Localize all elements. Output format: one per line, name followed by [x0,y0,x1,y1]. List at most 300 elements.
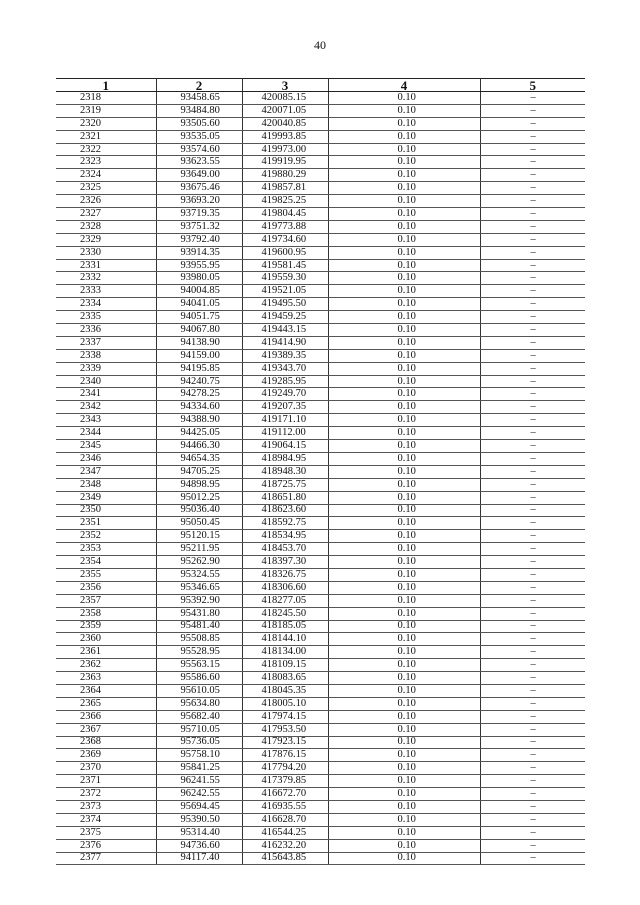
note-cell: – [480,298,585,311]
table-row [56,401,585,414]
note-cell: – [480,414,585,427]
error-cell: 0.10 [328,723,480,736]
y-coordinate-cell: 416628.70 [242,813,328,826]
y-coordinate-cell: 419285.95 [242,375,328,388]
y-coordinate-cell: 417379.85 [242,775,328,788]
y-coordinate-cell: 418083.65 [242,672,328,685]
y-coordinate-cell: 419414.90 [242,336,328,349]
point-number-cell: 2321 [56,130,156,143]
y-coordinate-cell: 418725.75 [242,478,328,491]
x-coordinate-cell: 95346.65 [156,581,242,594]
x-coordinate-cell: 96242.55 [156,788,242,801]
table-row [56,633,585,646]
column-header-2: 2 [156,79,242,92]
y-coordinate-cell: 418592.75 [242,517,328,530]
note-cell: – [480,336,585,349]
note-cell: – [480,633,585,646]
column-header-5: 5 [480,79,585,92]
note-cell: – [480,465,585,478]
x-coordinate-cell: 93980.05 [156,272,242,285]
x-coordinate-cell: 93719.35 [156,208,242,221]
x-coordinate-cell: 94654.35 [156,452,242,465]
table-row [56,568,585,581]
point-number-cell: 2346 [56,452,156,465]
y-coordinate-cell: 419112.00 [242,427,328,440]
point-number-cell: 2359 [56,620,156,633]
table-row [56,723,585,736]
x-coordinate-cell: 95758.10 [156,749,242,762]
error-cell: 0.10 [328,697,480,710]
y-coordinate-cell: 419249.70 [242,388,328,401]
table-row [56,852,585,865]
note-cell: – [480,220,585,233]
y-coordinate-cell: 419804.45 [242,208,328,221]
x-coordinate-cell: 96241.55 [156,775,242,788]
error-cell: 0.10 [328,349,480,362]
table-row [56,246,585,259]
point-number-cell: 2342 [56,401,156,414]
y-coordinate-cell: 417876.15 [242,749,328,762]
y-coordinate-cell: 418185.05 [242,620,328,633]
note-cell: – [480,684,585,697]
y-coordinate-cell: 419443.15 [242,324,328,337]
point-number-cell: 2335 [56,311,156,324]
error-cell: 0.10 [328,504,480,517]
point-number-cell: 2338 [56,349,156,362]
error-cell: 0.10 [328,530,480,543]
y-coordinate-cell: 417974.15 [242,710,328,723]
note-cell: – [480,182,585,195]
point-number-cell: 2353 [56,543,156,556]
x-coordinate-cell: 95036.40 [156,504,242,517]
note-cell: – [480,568,585,581]
point-number-cell: 2355 [56,568,156,581]
note-cell: – [480,543,585,556]
x-coordinate-cell: 93751.32 [156,220,242,233]
y-coordinate-cell: 419207.35 [242,401,328,414]
point-number-cell: 2325 [56,182,156,195]
point-number-cell: 2360 [56,633,156,646]
note-cell: – [480,607,585,620]
y-coordinate-cell: 419857.81 [242,182,328,195]
table-row [56,452,585,465]
table-row [56,259,585,272]
error-cell: 0.10 [328,143,480,156]
error-cell: 0.10 [328,788,480,801]
table-row [56,478,585,491]
note-cell: – [480,440,585,453]
point-number-cell: 2368 [56,736,156,749]
error-cell: 0.10 [328,169,480,182]
y-coordinate-cell: 416672.70 [242,788,328,801]
table-row [56,336,585,349]
note-cell: – [480,852,585,865]
note-cell: – [480,375,585,388]
note-cell: – [480,504,585,517]
y-coordinate-cell: 419825.25 [242,195,328,208]
x-coordinate-cell: 93675.46 [156,182,242,195]
column-header-3: 3 [242,79,328,92]
note-cell: – [480,839,585,852]
table-row [56,465,585,478]
y-coordinate-cell: 419973.00 [242,143,328,156]
point-number-cell: 2347 [56,465,156,478]
y-coordinate-cell: 419171.10 [242,414,328,427]
error-cell: 0.10 [328,826,480,839]
table-row [56,620,585,633]
point-number-cell: 2322 [56,143,156,156]
y-coordinate-cell: 416544.25 [242,826,328,839]
table-row [56,272,585,285]
error-cell: 0.10 [328,633,480,646]
y-coordinate-cell: 418134.00 [242,646,328,659]
table-row [56,697,585,710]
y-coordinate-cell: 417953.50 [242,723,328,736]
x-coordinate-cell: 94138.90 [156,336,242,349]
table-row [56,388,585,401]
point-number-cell: 2324 [56,169,156,182]
note-cell: – [480,736,585,749]
x-coordinate-cell: 95390.50 [156,813,242,826]
point-number-cell: 2362 [56,659,156,672]
y-coordinate-cell: 418651.80 [242,491,328,504]
table-row [56,788,585,801]
table-row [56,813,585,826]
note-cell: – [480,92,585,105]
error-cell: 0.10 [328,659,480,672]
error-cell: 0.10 [328,594,480,607]
note-cell: – [480,195,585,208]
x-coordinate-cell: 95392.90 [156,594,242,607]
point-number-cell: 2345 [56,440,156,453]
note-cell: – [480,775,585,788]
table-row [56,440,585,453]
table-row [56,530,585,543]
point-number-cell: 2371 [56,775,156,788]
error-cell: 0.10 [328,762,480,775]
point-number-cell: 2329 [56,233,156,246]
table-row [56,672,585,685]
y-coordinate-cell: 419064.15 [242,440,328,453]
x-coordinate-cell: 94425.05 [156,427,242,440]
point-number-cell: 2330 [56,246,156,259]
note-cell: – [480,762,585,775]
error-cell: 0.10 [328,800,480,813]
y-coordinate-cell: 420085.15 [242,92,328,105]
error-cell: 0.10 [328,388,480,401]
y-coordinate-cell: 416935.55 [242,800,328,813]
point-number-cell: 2351 [56,517,156,530]
note-cell: – [480,388,585,401]
x-coordinate-cell: 93914.35 [156,246,242,259]
y-coordinate-cell: 417923.15 [242,736,328,749]
x-coordinate-cell: 95050.45 [156,517,242,530]
x-coordinate-cell: 95586.60 [156,672,242,685]
note-cell: – [480,710,585,723]
note-cell: – [480,581,585,594]
x-coordinate-cell: 93458.65 [156,92,242,105]
error-cell: 0.10 [328,156,480,169]
table-row [56,233,585,246]
error-cell: 0.10 [328,620,480,633]
error-cell: 0.10 [328,195,480,208]
x-coordinate-cell: 93623.55 [156,156,242,169]
error-cell: 0.10 [328,440,480,453]
x-coordinate-cell: 94705.25 [156,465,242,478]
table-row [56,143,585,156]
error-cell: 0.10 [328,710,480,723]
error-cell: 0.10 [328,311,480,324]
table-row [56,710,585,723]
point-number-cell: 2372 [56,788,156,801]
error-cell: 0.10 [328,427,480,440]
point-number-cell: 2356 [56,581,156,594]
table-row [56,684,585,697]
note-cell: – [480,723,585,736]
error-cell: 0.10 [328,672,480,685]
table-row [56,826,585,839]
x-coordinate-cell: 94041.05 [156,298,242,311]
point-number-cell: 2318 [56,92,156,105]
x-coordinate-cell: 94004.85 [156,285,242,298]
table-row [56,182,585,195]
coordinates-table [56,78,585,865]
table-row [56,311,585,324]
x-coordinate-cell: 93792.40 [156,233,242,246]
error-cell: 0.10 [328,324,480,337]
x-coordinate-cell: 94240.75 [156,375,242,388]
table-row [56,581,585,594]
y-coordinate-cell: 419459.25 [242,311,328,324]
error-cell: 0.10 [328,556,480,569]
x-coordinate-cell: 94195.85 [156,362,242,375]
x-coordinate-cell: 95012.25 [156,491,242,504]
point-number-cell: 2377 [56,852,156,865]
x-coordinate-cell: 95841.25 [156,762,242,775]
note-cell: – [480,117,585,130]
note-cell: – [480,800,585,813]
x-coordinate-cell: 93693.20 [156,195,242,208]
table-row [56,556,585,569]
point-number-cell: 2350 [56,504,156,517]
x-coordinate-cell: 95508.85 [156,633,242,646]
note-cell: – [480,349,585,362]
error-cell: 0.10 [328,452,480,465]
note-cell: – [480,594,585,607]
point-number-cell: 2363 [56,672,156,685]
table-row [56,298,585,311]
table-row [56,285,585,298]
x-coordinate-cell: 94334.60 [156,401,242,414]
x-coordinate-cell: 95736.05 [156,736,242,749]
table-row [56,543,585,556]
x-coordinate-cell: 94278.25 [156,388,242,401]
error-cell: 0.10 [328,736,480,749]
note-cell: – [480,362,585,375]
note-cell: – [480,517,585,530]
point-number-cell: 2341 [56,388,156,401]
point-number-cell: 2326 [56,195,156,208]
x-coordinate-cell: 95481.40 [156,620,242,633]
x-coordinate-cell: 95682.40 [156,710,242,723]
error-cell: 0.10 [328,298,480,311]
note-cell: – [480,530,585,543]
note-cell: – [480,826,585,839]
error-cell: 0.10 [328,272,480,285]
error-cell: 0.10 [328,775,480,788]
y-coordinate-cell: 418984.95 [242,452,328,465]
y-coordinate-cell: 419389.35 [242,349,328,362]
y-coordinate-cell: 419993.85 [242,130,328,143]
table-row [56,130,585,143]
note-cell: – [480,556,585,569]
y-coordinate-cell: 418534.95 [242,530,328,543]
x-coordinate-cell: 93484.80 [156,104,242,117]
point-number-cell: 2339 [56,362,156,375]
point-number-cell: 2354 [56,556,156,569]
y-coordinate-cell: 416232.20 [242,839,328,852]
point-number-cell: 2328 [56,220,156,233]
y-coordinate-cell: 419919.95 [242,156,328,169]
y-coordinate-cell: 418045.35 [242,684,328,697]
x-coordinate-cell: 95431.80 [156,607,242,620]
note-cell: – [480,272,585,285]
table-row [56,195,585,208]
table-row [56,375,585,388]
x-coordinate-cell: 93574.60 [156,143,242,156]
point-number-cell: 2358 [56,607,156,620]
point-number-cell: 2373 [56,800,156,813]
table-row [56,169,585,182]
point-number-cell: 2323 [56,156,156,169]
point-number-cell: 2334 [56,298,156,311]
note-cell: – [480,130,585,143]
y-coordinate-cell: 420071.05 [242,104,328,117]
error-cell: 0.10 [328,581,480,594]
note-cell: – [480,427,585,440]
table-row [56,362,585,375]
x-coordinate-cell: 95710.05 [156,723,242,736]
x-coordinate-cell: 95528.95 [156,646,242,659]
point-number-cell: 2364 [56,684,156,697]
point-number-cell: 2319 [56,104,156,117]
y-coordinate-cell: 420040.85 [242,117,328,130]
point-number-cell: 2327 [56,208,156,221]
note-cell: – [480,143,585,156]
point-number-cell: 2344 [56,427,156,440]
error-cell: 0.10 [328,491,480,504]
error-cell: 0.10 [328,362,480,375]
error-cell: 0.10 [328,646,480,659]
error-cell: 0.10 [328,852,480,865]
note-cell: – [480,401,585,414]
point-number-cell: 2343 [56,414,156,427]
error-cell: 0.10 [328,607,480,620]
table-row [56,104,585,117]
x-coordinate-cell: 95211.95 [156,543,242,556]
point-number-cell: 2336 [56,324,156,337]
error-cell: 0.10 [328,749,480,762]
error-cell: 0.10 [328,92,480,105]
error-cell: 0.10 [328,517,480,530]
point-number-cell: 2337 [56,336,156,349]
table-row [56,324,585,337]
table-row [56,607,585,620]
table-row [56,800,585,813]
y-coordinate-cell: 418306.60 [242,581,328,594]
error-cell: 0.10 [328,684,480,697]
y-coordinate-cell: 418277.05 [242,594,328,607]
x-coordinate-cell: 95324.55 [156,568,242,581]
point-number-cell: 2340 [56,375,156,388]
error-cell: 0.10 [328,285,480,298]
error-cell: 0.10 [328,414,480,427]
table-row [56,208,585,221]
y-coordinate-cell: 418397.30 [242,556,328,569]
note-cell: – [480,259,585,272]
error-cell: 0.10 [328,246,480,259]
table-row [56,427,585,440]
point-number-cell: 2370 [56,762,156,775]
note-cell: – [480,788,585,801]
y-coordinate-cell: 418109.15 [242,659,328,672]
note-cell: – [480,813,585,826]
note-cell: – [480,104,585,117]
note-cell: – [480,620,585,633]
error-cell: 0.10 [328,336,480,349]
point-number-cell: 2333 [56,285,156,298]
note-cell: – [480,324,585,337]
note-cell: – [480,169,585,182]
x-coordinate-cell: 95610.05 [156,684,242,697]
error-cell: 0.10 [328,401,480,414]
table-row [56,504,585,517]
y-coordinate-cell: 418144.10 [242,633,328,646]
table-row [56,491,585,504]
table-row [56,762,585,775]
table-header-row [56,79,585,92]
y-coordinate-cell: 419734.60 [242,233,328,246]
error-cell: 0.10 [328,233,480,246]
x-coordinate-cell: 95120.15 [156,530,242,543]
error-cell: 0.10 [328,375,480,388]
note-cell: – [480,285,585,298]
point-number-cell: 2357 [56,594,156,607]
table-row [56,156,585,169]
y-coordinate-cell: 418453.70 [242,543,328,556]
table-row [56,839,585,852]
y-coordinate-cell: 419600.95 [242,246,328,259]
table-row [56,414,585,427]
y-coordinate-cell: 418326.75 [242,568,328,581]
error-cell: 0.10 [328,543,480,556]
point-number-cell: 2374 [56,813,156,826]
table-row [56,220,585,233]
point-number-cell: 2366 [56,710,156,723]
x-coordinate-cell: 93535.05 [156,130,242,143]
y-coordinate-cell: 418005.10 [242,697,328,710]
point-number-cell: 2369 [56,749,156,762]
x-coordinate-cell: 94736.60 [156,839,242,852]
note-cell: – [480,749,585,762]
x-coordinate-cell: 95563.15 [156,659,242,672]
note-cell: – [480,311,585,324]
error-cell: 0.10 [328,465,480,478]
x-coordinate-cell: 94117.40 [156,852,242,865]
point-number-cell: 2375 [56,826,156,839]
x-coordinate-cell: 94466.30 [156,440,242,453]
y-coordinate-cell: 419581.45 [242,259,328,272]
